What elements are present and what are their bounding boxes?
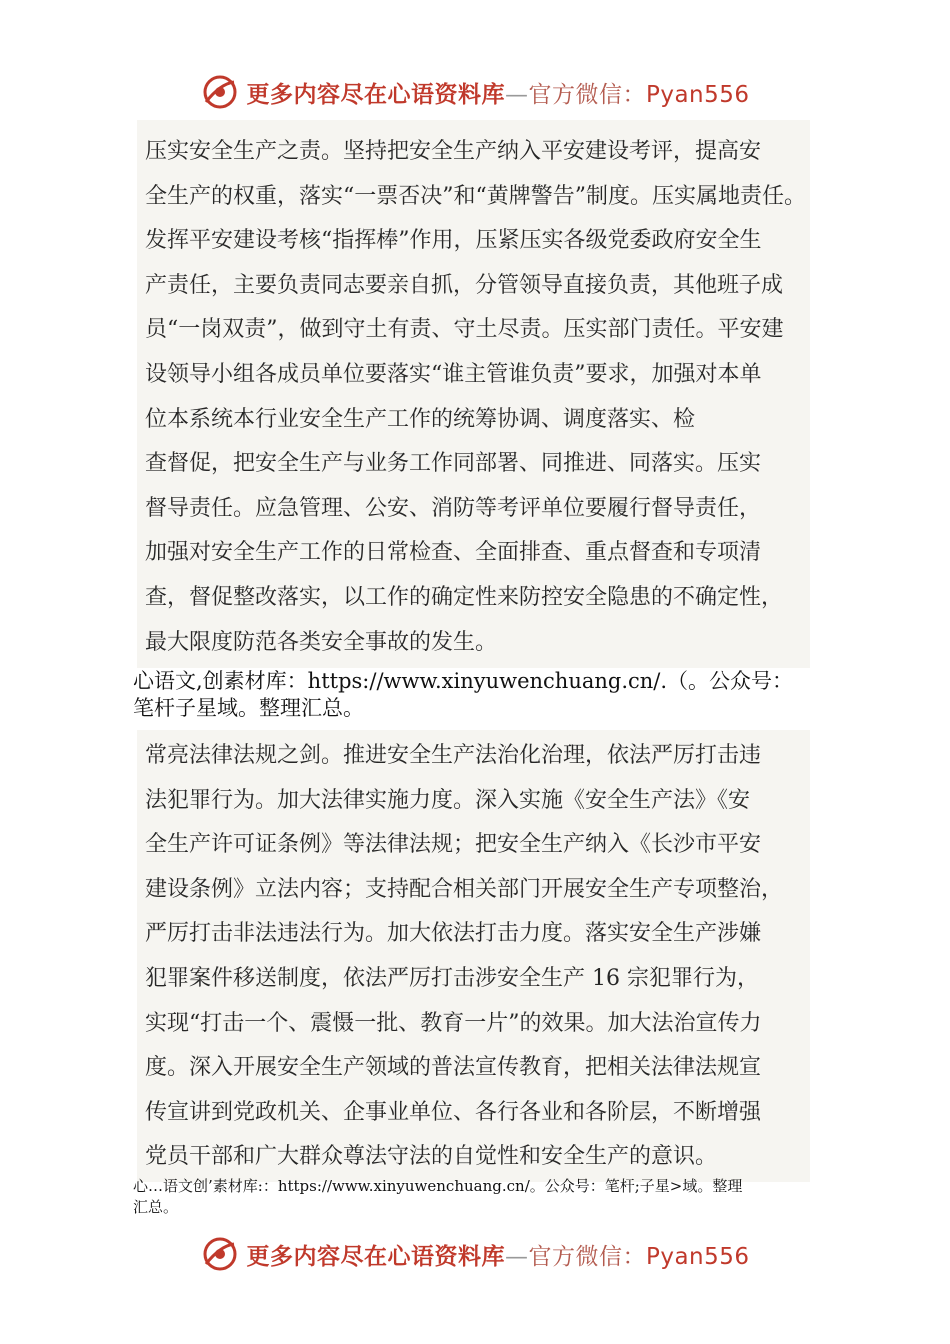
brand-logo-icon <box>200 1234 240 1274</box>
text-line: 常亮法律法规之剑。推进安全生产法治化治理，依法严厉打击违 <box>145 743 762 768</box>
text-line: 查督促，把安全生产与业务工作同部署、同推进、同落实。压实 <box>145 451 762 477</box>
text-line: 严厉打击非法违法行为。加大依法打击力度。落实安全生产涉嫌 <box>145 921 762 947</box>
paragraph-legal <box>145 734 783 1180</box>
footer-wechat-id: Pyan556 <box>645 1243 750 1270</box>
text-line: 加强对安全生产工作的日常检查、全面排查、重点督查和专项清 <box>145 540 762 566</box>
brand-logo-icon <box>200 72 240 112</box>
text-line: 最大限度防范各类安全事故的发生。 <box>145 629 498 655</box>
text-line: 建设条例》立法内容；支持配合相关部门开展安全生产专项整治， <box>145 876 784 902</box>
text-line: 压实安全生产之责。坚持把安全生产纳入平安建设考评，提高安 <box>145 139 762 164</box>
header-banner-text <box>246 76 749 109</box>
footer-separator: — <box>504 1243 529 1270</box>
text-line: 全生产许可证条例》等法律法规；把安全生产纳入《长沙市平安 <box>145 832 762 858</box>
footer-banner <box>0 1232 950 1276</box>
note-line: 心语文,创素材库：https://www.xinyuwenchuang.cn/.（。公众号： <box>133 669 794 693</box>
text-line: 传宣讲到党政机关、企事业单位、各行各业和各阶层，不断增强 <box>145 1099 762 1125</box>
footer-wechat-label: 官方微信： <box>528 1243 646 1270</box>
header-separator: — <box>504 81 529 108</box>
note-line: 汇总。 <box>133 1198 179 1216</box>
header-wechat-label: 官方微信： <box>528 81 646 108</box>
text-line: 查，督促整改落实，以工作的确定性来防控安全隐患的不确定性， <box>145 584 784 610</box>
paragraph-responsibility <box>145 130 806 665</box>
text-line: 度。深入开展安全生产领域的普法宣传教育，把相关法律法规宣 <box>145 1055 762 1081</box>
note-line: 笔杆子星域。整理汇总。 <box>133 696 364 720</box>
text-line: 员“一岗双责”，做到守土有责、守土尽责。压实部门责任。平安建 <box>145 317 784 343</box>
text-line: 全生产的权重，落实“一票否决”和“黄牌警告”制度。压实属地责任。 <box>145 183 806 209</box>
text-line: 督导责任。应急管理、公安、消防等考评单位要履行督导责任， <box>145 495 762 521</box>
header-banner <box>0 70 950 114</box>
footer-brand: 更多内容尽在心语资料库 <box>246 1243 505 1270</box>
text-line: 党员干部和广大群众尊法守法的自觉性和安全生产的意识。 <box>145 1144 718 1170</box>
header-brand: 更多内容尽在心语资料库 <box>246 81 505 108</box>
header-wechat-id: Pyan556 <box>645 81 750 108</box>
source-note-2 <box>133 1176 742 1218</box>
footer-banner-text <box>246 1238 749 1271</box>
text-line: 位本系统本行业安全生产工作的统筹协调、调度落实、检 <box>145 406 696 432</box>
text-line: 设领导小组各成员单位要落实“谁主管谁负责”要求，加强对本单 <box>145 361 762 387</box>
text-line: 犯罪案件移送制度，依法严厉打击涉安全生产 16 宗犯罪行为， <box>145 965 759 991</box>
text-line: 法犯罪行为。加大法律实施力度。深入实施《安全生产法》《安 <box>145 787 751 813</box>
text-line: 产责任，主要负责同志要亲自抓，分管领导直接负责，其他班子成 <box>145 272 784 298</box>
text-line: 实现“打击一个、震慑一批、教育一片”的效果。加大法治宣传力 <box>145 1010 762 1036</box>
text-line: 发挥平安建设考核“指挥棒”作用，压紧压实各级党委政府安全生 <box>145 228 762 254</box>
note-line: 心…语文创’素材库:：https://www.xinyuwenchuang.cn/。公众号：笔杆;子星>域。整理 <box>133 1177 743 1195</box>
source-note-1 <box>133 668 793 722</box>
